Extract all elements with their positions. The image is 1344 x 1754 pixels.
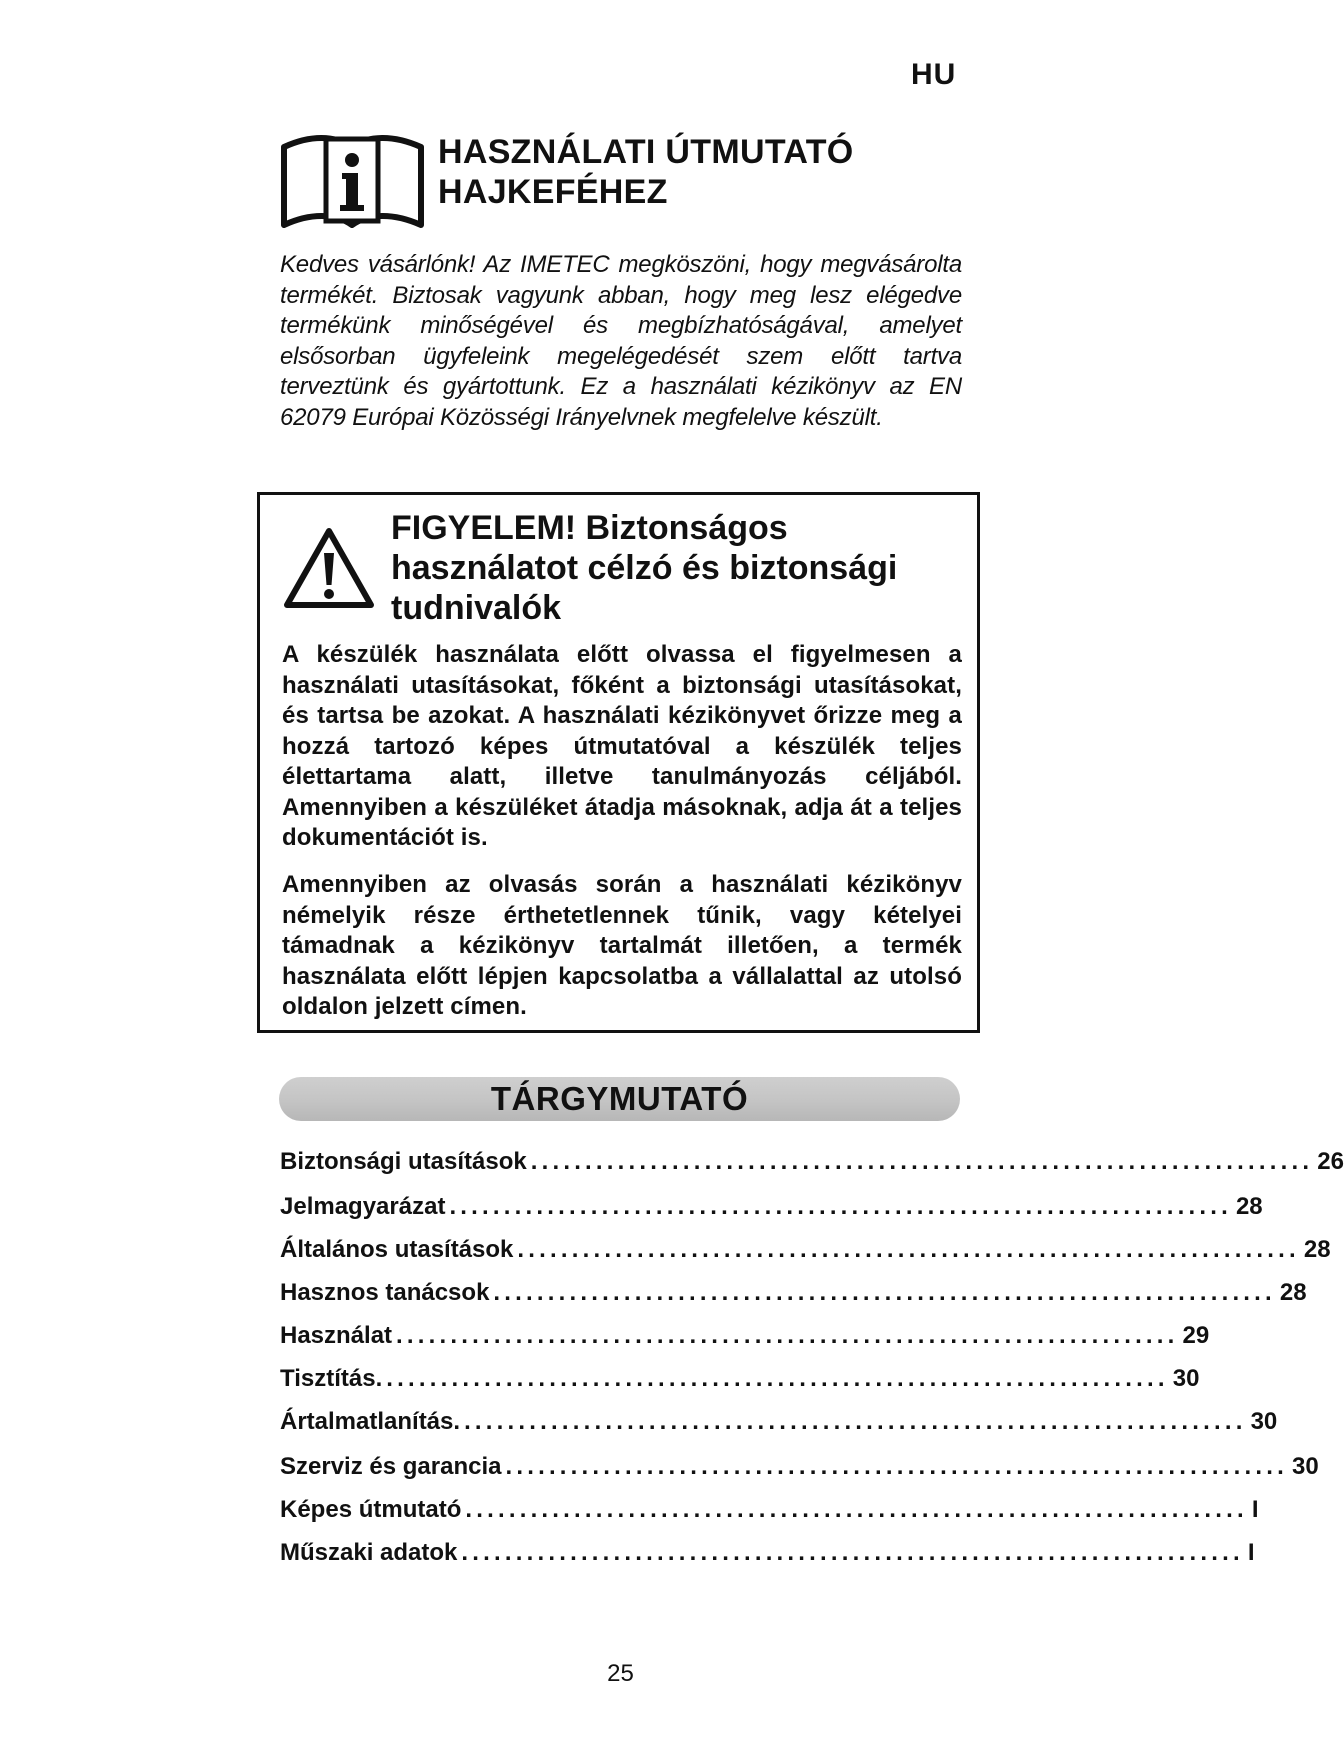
toc-heading: TÁRGYMUTATÓ — [279, 1077, 960, 1121]
toc-item[interactable] — [280, 1279, 1307, 1311]
toc-item-label: Általános utasítások — [280, 1236, 514, 1263]
toc-item-page: 28 — [1235, 1193, 1263, 1220]
toc-item-label: Biztonsági utasítások — [280, 1148, 527, 1175]
warning-paragraph-2: Amennyiben az olvasás során a használati kézikönyv némelyik része érthetetlennek tűnik, vagy kételyei támadnak a kézikönyv tartalmát illetően, a termék használata előtt lépjen kapcsolatba a vállalattal az utolsó oldalon jelzett címen. — [282, 871, 962, 1020]
warning-triangle-icon — [282, 525, 376, 611]
toc-item-label: Képes útmutató — [280, 1496, 462, 1523]
toc-item-label: Szerviz és garancia — [280, 1453, 502, 1480]
toc-item-page: 28 — [1303, 1236, 1331, 1263]
warning-paragraph-1: A készülék használata előtt olvassa el figyelmesen a használati utasításokat, főként a biztonsági utasításokat, és tartsa be azokat. A használati kézikönyvet őrizze meg a hozzá tartozó képes útmutatóval a készülék teljes élettartama alatt, illetve tanulmányozás céljából. Amennyiben a készüléket átadja másoknak, adja át a teljes dokumentációt is. — [282, 641, 962, 851]
toc-leader: ........................................................................ — [493, 1279, 1276, 1306]
toc-item[interactable] — [280, 1365, 1200, 1397]
toc-item-page: 28 — [1279, 1279, 1307, 1306]
toc-leader: ........................................................................ — [386, 1365, 1169, 1392]
language-code: HU — [911, 58, 957, 91]
toc-item[interactable] — [280, 1236, 1331, 1268]
toc-leader: ........................................................................ — [464, 1408, 1247, 1435]
toc-leader: ........................................................................ — [465, 1496, 1248, 1523]
toc-leader: ........................................................................ — [530, 1148, 1314, 1175]
toc-item-page: I — [1247, 1539, 1255, 1566]
toc-item-page: 29 — [1182, 1322, 1210, 1349]
toc-item-page: 26 — [1317, 1148, 1344, 1175]
toc-item-label: Ártalmatlanítás. — [280, 1408, 461, 1435]
title-line-2: HAJKEFÉHEZ — [438, 173, 668, 211]
toc-item[interactable] — [280, 1453, 1319, 1485]
warning-title: FIGYELEM! Biztonságos használatot célzó és biztonsági tudnivalók — [391, 509, 898, 627]
toc-item-label: Tisztítás. — [280, 1365, 383, 1392]
toc-item[interactable] — [280, 1193, 1263, 1225]
intro-paragraph: Kedves vásárlónk! Az IMETEC megköszöni, hogy megvásárolta termékét. Biztosak vagyunk abban, hogy meg lesz elégedve termékünk minőségével és megbízhatóságával, amelyet elsősorban ügyfeleink megelégedését szem előtt tartva terveztünk és gyártottunk. Ez a használati kézikönyv az EN 62079 Európai Közösségi Irányelvnek megfelelve készült. — [280, 251, 962, 431]
toc-item[interactable] — [280, 1408, 1278, 1440]
title-line-1: HASZNÁLATI ÚTMUTATÓ — [438, 133, 854, 171]
toc-leader: ........................................................................ — [396, 1322, 1179, 1349]
toc-item-label: Jelmagyarázat — [280, 1193, 446, 1220]
toc-leader: ........................................................................ — [449, 1193, 1232, 1220]
toc-item-page: 30 — [1291, 1453, 1319, 1480]
toc-leader: ........................................................................ — [461, 1539, 1244, 1566]
toc-item-page: 30 — [1250, 1408, 1278, 1435]
toc-leader: ........................................................................ — [505, 1453, 1288, 1480]
toc-item-label: Műszaki adatok — [280, 1539, 458, 1566]
toc-item[interactable] — [280, 1539, 1255, 1571]
info-book-icon — [280, 125, 425, 233]
toc-item[interactable] — [280, 1322, 1210, 1354]
toc-item-page: 30 — [1172, 1365, 1200, 1392]
page-title — [438, 132, 854, 212]
toc-item[interactable] — [280, 1496, 1259, 1528]
toc-item-page: I — [1251, 1496, 1259, 1523]
toc-item[interactable] — [280, 1148, 1344, 1180]
toc-item-label: Használat — [280, 1322, 393, 1349]
toc-item-label: Hasznos tanácsok — [280, 1279, 490, 1306]
page-number: 25 — [607, 1660, 634, 1687]
toc-leader: ........................................................................ — [517, 1236, 1300, 1263]
safety-warning-box — [257, 492, 980, 1033]
